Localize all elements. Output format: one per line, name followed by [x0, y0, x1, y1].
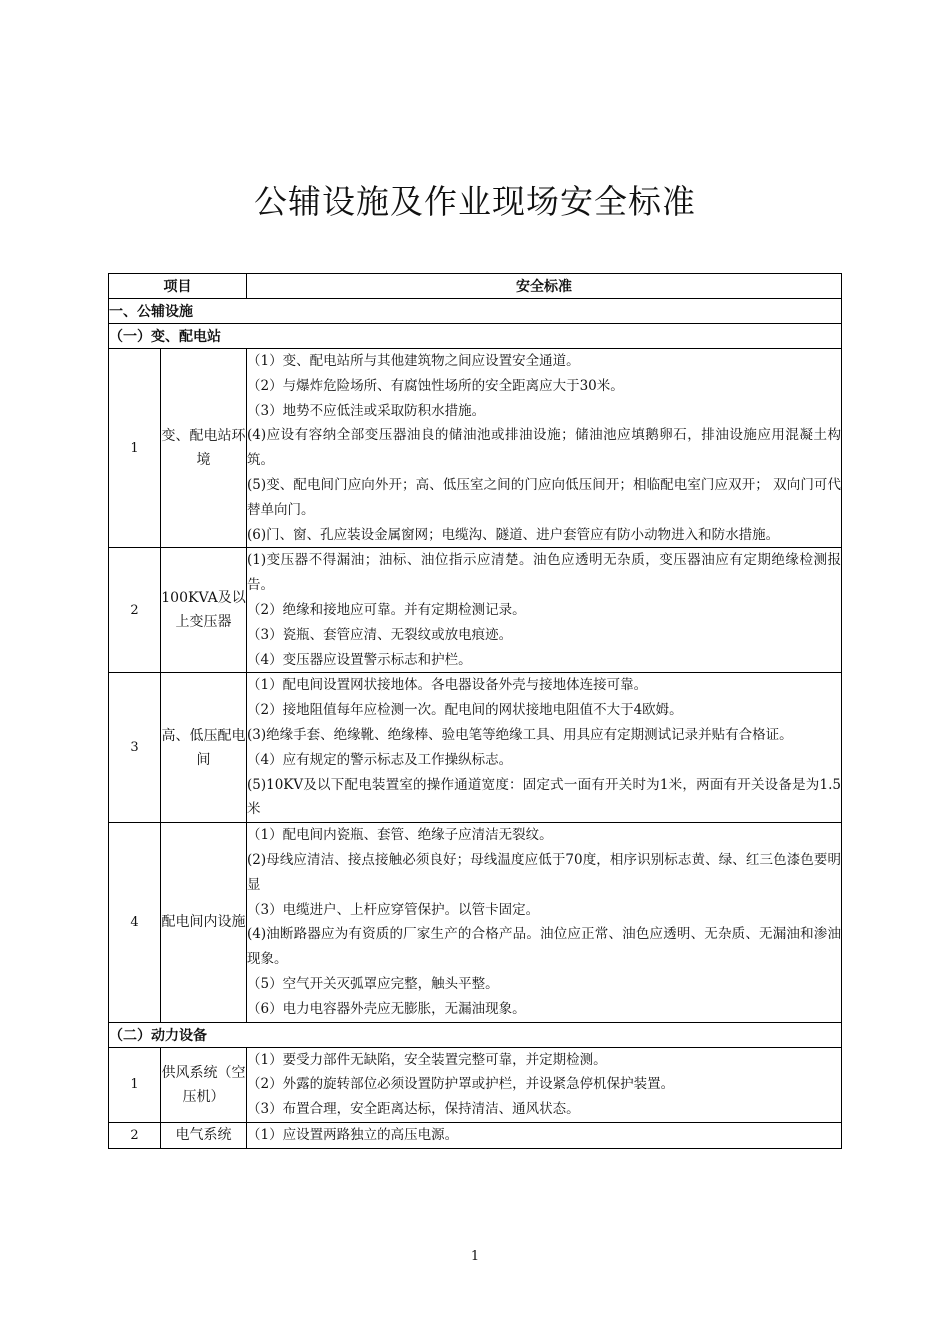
row-number: 1: [109, 349, 161, 548]
row-item: 电气系统: [161, 1122, 247, 1148]
row-standards: [247, 1047, 842, 1122]
safety-standard-table: [108, 273, 842, 1149]
standard-line: （3）电缆进户、上杆应穿管保护。以管卡固定。: [247, 901, 540, 918]
standard-line: （1）配电间内瓷瓶、套管、绝缘子应清洁无裂纹。: [247, 827, 553, 844]
row-item: 供风系统（空压机）: [161, 1047, 247, 1122]
standard-line: (5)变、配电间门应向外开；高、低压室之间的门应向低压间开；相临配电室门应双开； 双向门可代替单向门。: [247, 476, 841, 518]
row-number: 2: [109, 548, 161, 673]
standard-line: （5）空气开关灭弧罩应完整，触头平整。: [247, 975, 499, 992]
standard-line: （1）应设置两路独立的高压电源。: [247, 1126, 459, 1143]
standard-line: （1）要受力部件无缺陷，安全装置完整可靠，并定期检测。: [247, 1051, 607, 1068]
subsection-title: （二）动力设备: [109, 1022, 842, 1047]
standard-line: (2)母线应清洁、接点接触必须良好；母线温度应低于70度，相序识别标志黄、绿、红三色漆色要明显: [247, 851, 841, 893]
header-standard: 安全标准: [247, 274, 842, 299]
standard-line: （4）变压器应设置警示标志和护栏。: [247, 651, 472, 668]
row-standards: [247, 673, 842, 823]
page-title: 公辅设施及作业现场安全标准: [254, 182, 696, 221]
row-item: 配电间内设施: [161, 823, 247, 1022]
page-number: 1: [470, 1249, 480, 1264]
standard-line: (4)油断路器应为有资质的厂家生产的合格产品。油位应正常、油色应透明、无杂质、无漏油和渗油现象。: [247, 926, 841, 968]
table-row: [109, 349, 842, 548]
row-standards: [247, 548, 842, 673]
row-number: 4: [109, 823, 161, 1022]
subsection-row: [109, 1022, 842, 1047]
standard-line: （2）接地阻值每年应检测一次。配电间的网状接地电阻值不大于4欧姆。: [247, 702, 683, 719]
table-header-row: [109, 274, 842, 299]
row-standards: [247, 823, 842, 1022]
row-number: 2: [109, 1122, 161, 1148]
row-number: 3: [109, 673, 161, 823]
row-item: 变、配电站环境: [161, 349, 247, 548]
row-item: 100KVA及以上变压器: [161, 548, 247, 673]
standard-line: (1)变压器不得漏油；油标、油位指示应清楚。油色应透明无杂质，变压器油应有定期绝缘检测报告。: [247, 552, 841, 594]
subsection-row: [109, 324, 842, 349]
standard-line: (5)10KV及以下配电装置室的操作通道宽度：固定式一面有开关时为1米，两面有开关设备是为1.5米: [247, 776, 841, 818]
standard-line: （2）外露的旋转部位必须设置防护罩或护栏，并设紧急停机保护装置。: [247, 1076, 675, 1093]
section-title: 一、公辅设施: [109, 299, 842, 324]
table-row: [109, 823, 842, 1022]
table-row: [109, 1122, 842, 1148]
row-standards: [247, 1122, 842, 1148]
standard-line: （6）电力电容器外壳应无膨胀，无漏油现象。: [247, 1000, 526, 1017]
section-row: [109, 299, 842, 324]
standard-line: （3）布置合理，安全距离达标，保持清洁、通风状态。: [247, 1101, 580, 1118]
standard-line: （3）地势不应低洼或采取防积水措施。: [247, 402, 486, 419]
header-item: 项目: [109, 274, 247, 299]
table-row: [109, 1047, 842, 1122]
standard-line: （2）绝缘和接地应可靠。并有定期检测记录。: [247, 601, 526, 618]
standard-line: （2）与爆炸危险场所、有腐蚀性场所的安全距离应大于30米。: [247, 377, 624, 394]
standard-line: (6)门、窗、孔应装设金属窗网；电缆沟、隧道、进户套管应有防小动物进入和防水措施。: [247, 526, 780, 543]
row-number: 1: [109, 1047, 161, 1122]
row-item: 高、低压配电间: [161, 673, 247, 823]
table-row: [109, 673, 842, 823]
standard-line: （1）变、配电站所与其他建筑物之间应设置安全通道。: [247, 353, 580, 369]
row-standards: [247, 349, 842, 548]
standard-line: (3)绝缘手套、绝缘靴、绝缘棒、验电笔等绝缘工具、用具应有定期测试记录并贴有合格证。: [247, 726, 793, 743]
table-row: [109, 548, 842, 673]
standard-line: （3）瓷瓶、套管应清、无裂纹或放电痕迹。: [247, 626, 513, 643]
standard-line: （4）应有规定的警示标志及工作操纵标志。: [247, 751, 513, 768]
standard-line: （1）配电间设置网状接地体。各电器设备外壳与接地体连接可靠。: [247, 677, 648, 694]
standard-line: (4)应设有容纳全部变压器油良的储油池或排油设施；储油池应填鹅卵石，排油设施应用混凝土构筑。: [247, 427, 841, 469]
subsection-title: （一）变、配电站: [109, 324, 842, 349]
